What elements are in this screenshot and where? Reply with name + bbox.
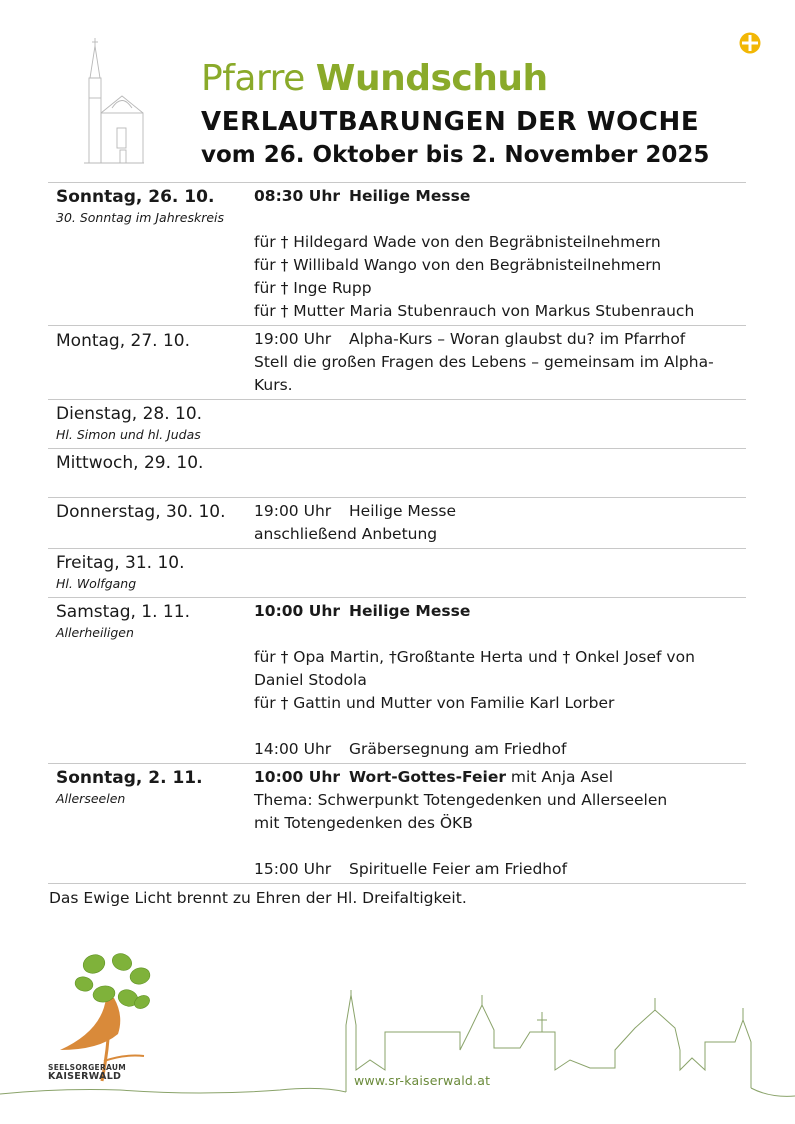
day-feast: Allerseelen [56, 791, 126, 806]
events-cell [254, 764, 746, 883]
day-row-monday-27 [48, 326, 746, 400]
spacer-line [254, 208, 746, 231]
events-cell [254, 549, 746, 597]
day-name: Donnerstag, 30. 10. [56, 502, 226, 522]
events-cell [254, 449, 746, 497]
event-time: 08:30 Uhr [254, 187, 340, 205]
day-row-saturday-1 [48, 598, 746, 764]
eternal-light-note: Das Ewige Licht brennt zu Ehren der Hl. Dreifaltigkeit. [49, 889, 467, 907]
spacer-line [254, 835, 746, 858]
events-cell [254, 183, 746, 325]
event-description: Thema: Schwerpunkt Totengedenken und Allerseelen [254, 791, 668, 809]
day-name: Sonntag, 26. 10. [56, 187, 215, 207]
logo-line-1: SEELSORGERAUM [48, 1063, 127, 1072]
intention-line: für † Hildegard Wade von den Begräbnisteilnehmern [254, 233, 661, 251]
event-line [254, 328, 746, 351]
intention-line: für † Mutter Maria Stubenrauch von Markus Stubenrauch [254, 302, 695, 320]
event-time: 10:00 Uhr [254, 602, 340, 620]
event-title: Heilige Messe [349, 502, 457, 520]
day-row-wednesday-29 [48, 449, 746, 498]
day-cell [48, 598, 254, 763]
event-time: 10:00 Uhr [254, 768, 340, 786]
event-time: 15:00 Uhr [254, 860, 332, 878]
day-cell [48, 400, 254, 448]
day-row-friday-31 [48, 549, 746, 598]
event-description: mit Totengedenken des ÖKB [254, 814, 473, 832]
day-feast: 30. Sonntag im Jahreskreis [56, 210, 225, 225]
day-row-sunday-2 [48, 764, 746, 884]
event-description: Stell die großen Fragen des Lebens – gemeinsam im Alpha- [254, 353, 714, 371]
event-time: 14:00 Uhr [254, 740, 332, 758]
spacer-line [254, 623, 746, 646]
day-name: Freitag, 31. 10. [56, 553, 185, 573]
cross-badge-icon [739, 32, 761, 54]
event-title: Heilige Messe [349, 602, 471, 620]
page-title: VERLAUTBARUNGEN DER WOCHE [201, 107, 700, 137]
event-description: Kurs. [254, 376, 293, 394]
date-range: vom 26. Oktober bis 2. November 2025 [201, 142, 710, 168]
logo-line-2: KAISERWALD [48, 1071, 122, 1082]
day-name: Mittwoch, 29. 10. [56, 453, 204, 473]
event-title: Heilige Messe [349, 187, 471, 205]
day-row-tuesday-28 [48, 400, 746, 449]
events-cell [254, 326, 746, 399]
event-line [254, 185, 746, 208]
day-row-thursday-30 [48, 498, 746, 549]
header [201, 56, 771, 170]
day-name: Sonntag, 2. 11. [56, 768, 203, 788]
schedule-table [48, 182, 746, 884]
day-cell [48, 549, 254, 597]
day-cell [48, 449, 254, 497]
parish-prefix: Pfarre [201, 58, 305, 99]
events-cell [254, 598, 746, 763]
intention-line: für † Opa Martin, †Großtante Herta und † Onkel Josef von [254, 648, 695, 666]
event-description: anschließend Anbetung [254, 525, 438, 543]
day-name: Samstag, 1. 11. [56, 602, 190, 622]
event-leader: mit Anja Asel [505, 768, 614, 786]
events-cell [254, 498, 746, 548]
spacer-line [254, 715, 746, 738]
day-feast: Allerheiligen [56, 625, 134, 640]
day-feast: Hl. Simon und hl. Judas [56, 427, 201, 442]
event-title: Gräbersegnung am Friedhof [349, 740, 567, 758]
event-title: Spirituelle Feier am Friedhof [349, 860, 568, 878]
day-cell [48, 764, 254, 883]
event-title: Wort-Gottes-Feier [349, 768, 506, 786]
parish-name [201, 56, 771, 102]
parish-town: Wundschuh [315, 58, 548, 99]
intention-line: Daniel Stodola [254, 671, 367, 689]
day-cell [48, 498, 254, 548]
event-line [254, 600, 746, 623]
intention-line: für † Gattin und Mutter von Familie Karl Lorber [254, 694, 615, 712]
event-title: Alpha-Kurs – Woran glaubst du? im Pfarrhof [349, 330, 686, 348]
church-drawing-icon [84, 38, 144, 166]
day-name: Montag, 27. 10. [56, 331, 190, 351]
event-time: 19:00 Uhr [254, 502, 332, 520]
intention-line: für † Willibald Wango von den Begräbnisteilnehmern [254, 256, 662, 274]
events-cell [254, 400, 746, 448]
day-cell [48, 183, 254, 325]
event-line [254, 858, 746, 881]
day-cell [48, 326, 254, 399]
website-link[interactable]: www.sr-kaiserwald.at [354, 1073, 491, 1088]
day-name: Dienstag, 28. 10. [56, 404, 203, 424]
day-feast: Hl. Wolfgang [56, 576, 137, 591]
event-line [254, 738, 746, 761]
event-time: 19:00 Uhr [254, 330, 332, 348]
event-line [254, 766, 746, 789]
intention-line: für † Inge Rupp [254, 279, 372, 297]
day-row-sunday-26 [48, 183, 746, 326]
event-line [254, 500, 746, 523]
town-skyline-drawing-icon [0, 990, 795, 1124]
